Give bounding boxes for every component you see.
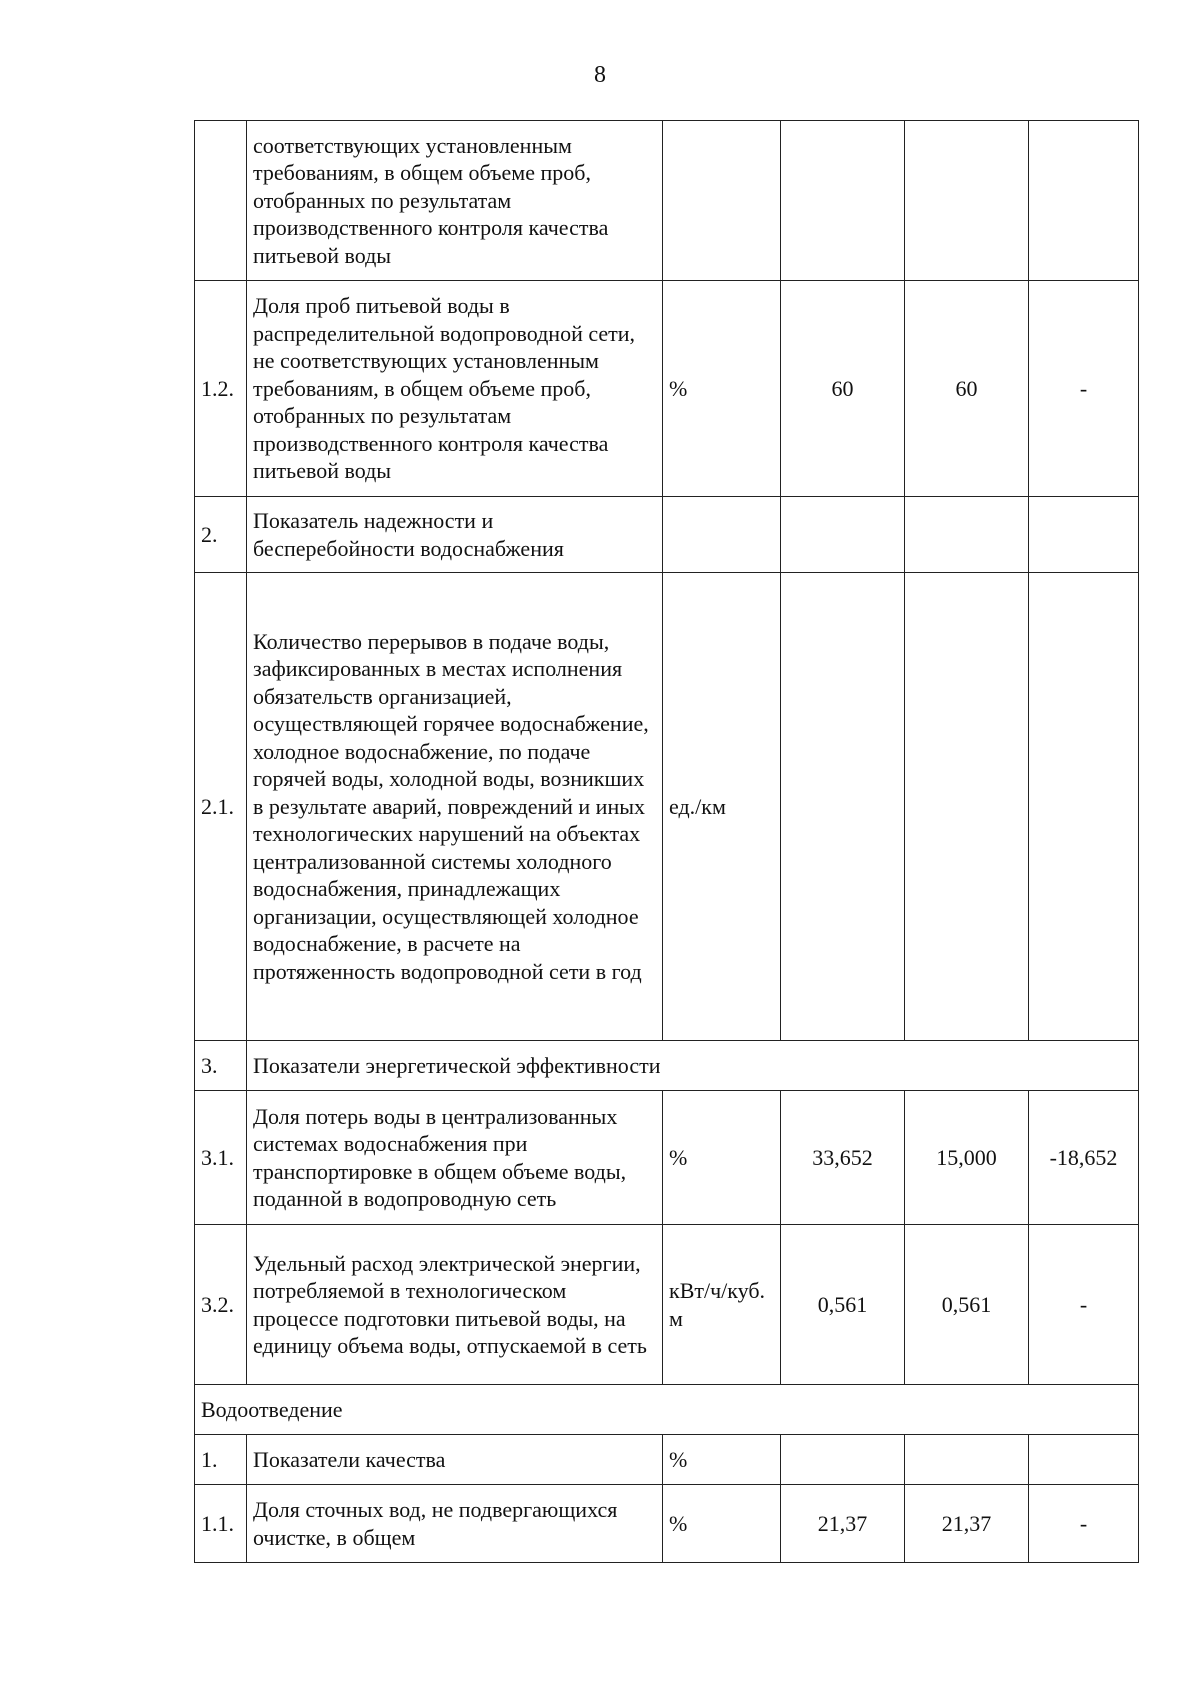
row-unit — [663, 121, 781, 281]
row-unit — [663, 497, 781, 573]
row-value-3 — [1029, 1435, 1139, 1485]
row-value-1: 60 — [781, 281, 905, 497]
row-value-2: 60 — [905, 281, 1029, 497]
row-value-2 — [905, 573, 1029, 1041]
row-description: Показатели энергетической эффективности — [247, 1041, 1139, 1091]
table-row — [195, 281, 1139, 497]
indicators-table — [194, 120, 1139, 1563]
table-row — [195, 1091, 1139, 1225]
row-value-1 — [781, 121, 905, 281]
row-number: 3. — [195, 1041, 247, 1091]
row-number: 1.2. — [195, 281, 247, 497]
row-value-3: - — [1029, 1225, 1139, 1385]
table-row — [195, 1041, 1139, 1091]
row-unit: % — [663, 281, 781, 497]
page-number: 8 — [594, 62, 606, 88]
row-description: Удельный расход электрической энергии, потребляемой в технологическом процессе подготовки питьевой воды, на единицу объема воды, отпускаемой в сеть — [247, 1225, 663, 1385]
row-description: Доля проб питьевой воды в распределительной водопроводной сети, не соответствующих установленным требованиям, в общем объеме проб, отобранных по результатам производственного контроля качества питьевой воды — [247, 281, 663, 497]
row-value-1 — [781, 497, 905, 573]
table-row — [195, 1435, 1139, 1485]
table-row — [195, 573, 1139, 1041]
section-title: Водоотведение — [195, 1385, 1139, 1435]
row-unit: % — [663, 1485, 781, 1563]
row-value-3: -18,652 — [1029, 1091, 1139, 1225]
row-number: 1. — [195, 1435, 247, 1485]
row-number: 1.1. — [195, 1485, 247, 1563]
row-unit: % — [663, 1091, 781, 1225]
row-value-2: 0,561 — [905, 1225, 1029, 1385]
row-unit: % — [663, 1435, 781, 1485]
row-value-1: 21,37 — [781, 1485, 905, 1563]
row-description: Доля сточных вод, не подвергающихся очистке, в общем — [247, 1485, 663, 1563]
row-value-1 — [781, 573, 905, 1041]
row-number: 2. — [195, 497, 247, 573]
row-description: Показатель надежности и бесперебойности водоснабжения — [247, 497, 663, 573]
table-row — [195, 497, 1139, 573]
row-value-3 — [1029, 497, 1139, 573]
row-description: соответствующих установленным требованиям, в общем объеме проб, отобранных по результатам производственного контроля качества питьевой воды — [247, 121, 663, 281]
row-value-2 — [905, 1435, 1029, 1485]
section-row — [195, 1385, 1139, 1435]
row-number: 2.1. — [195, 573, 247, 1041]
row-unit: ед./км — [663, 573, 781, 1041]
row-description: Доля потерь воды в централизованных системах водоснабжения при транспортировке в общем объеме воды, поданной в водопроводную сеть — [247, 1091, 663, 1225]
row-value-1: 33,652 — [781, 1091, 905, 1225]
row-value-3: - — [1029, 281, 1139, 497]
row-number: 3.2. — [195, 1225, 247, 1385]
row-number — [195, 121, 247, 281]
row-value-1: 0,561 — [781, 1225, 905, 1385]
row-value-3 — [1029, 573, 1139, 1041]
row-value-1 — [781, 1435, 905, 1485]
table-row — [195, 1485, 1139, 1563]
row-number: 3.1. — [195, 1091, 247, 1225]
row-value-3 — [1029, 121, 1139, 281]
row-unit: кВт/ч/куб. м — [663, 1225, 781, 1385]
table-row — [195, 1225, 1139, 1385]
row-value-2: 21,37 — [905, 1485, 1029, 1563]
row-value-2 — [905, 121, 1029, 281]
row-value-2 — [905, 497, 1029, 573]
row-description: Показатели качества — [247, 1435, 663, 1485]
row-value-3: - — [1029, 1485, 1139, 1563]
row-description: Количество перерывов в подаче воды, зафиксированных в местах исполнения обязательств организацией, осуществляющей горячее водоснабжение, холодное водоснабжение, по подаче горячей воды, холодной воды, возникших в результате аварий, повреждений и иных технологических нарушений на объектах централизованной системы холодного водоснабжения, принадлежащих организации, осуществляющей холодное водоснабжение, в расчете на протяженность водопроводной сети в год — [247, 573, 663, 1041]
table-row — [195, 121, 1139, 281]
row-value-2: 15,000 — [905, 1091, 1029, 1225]
